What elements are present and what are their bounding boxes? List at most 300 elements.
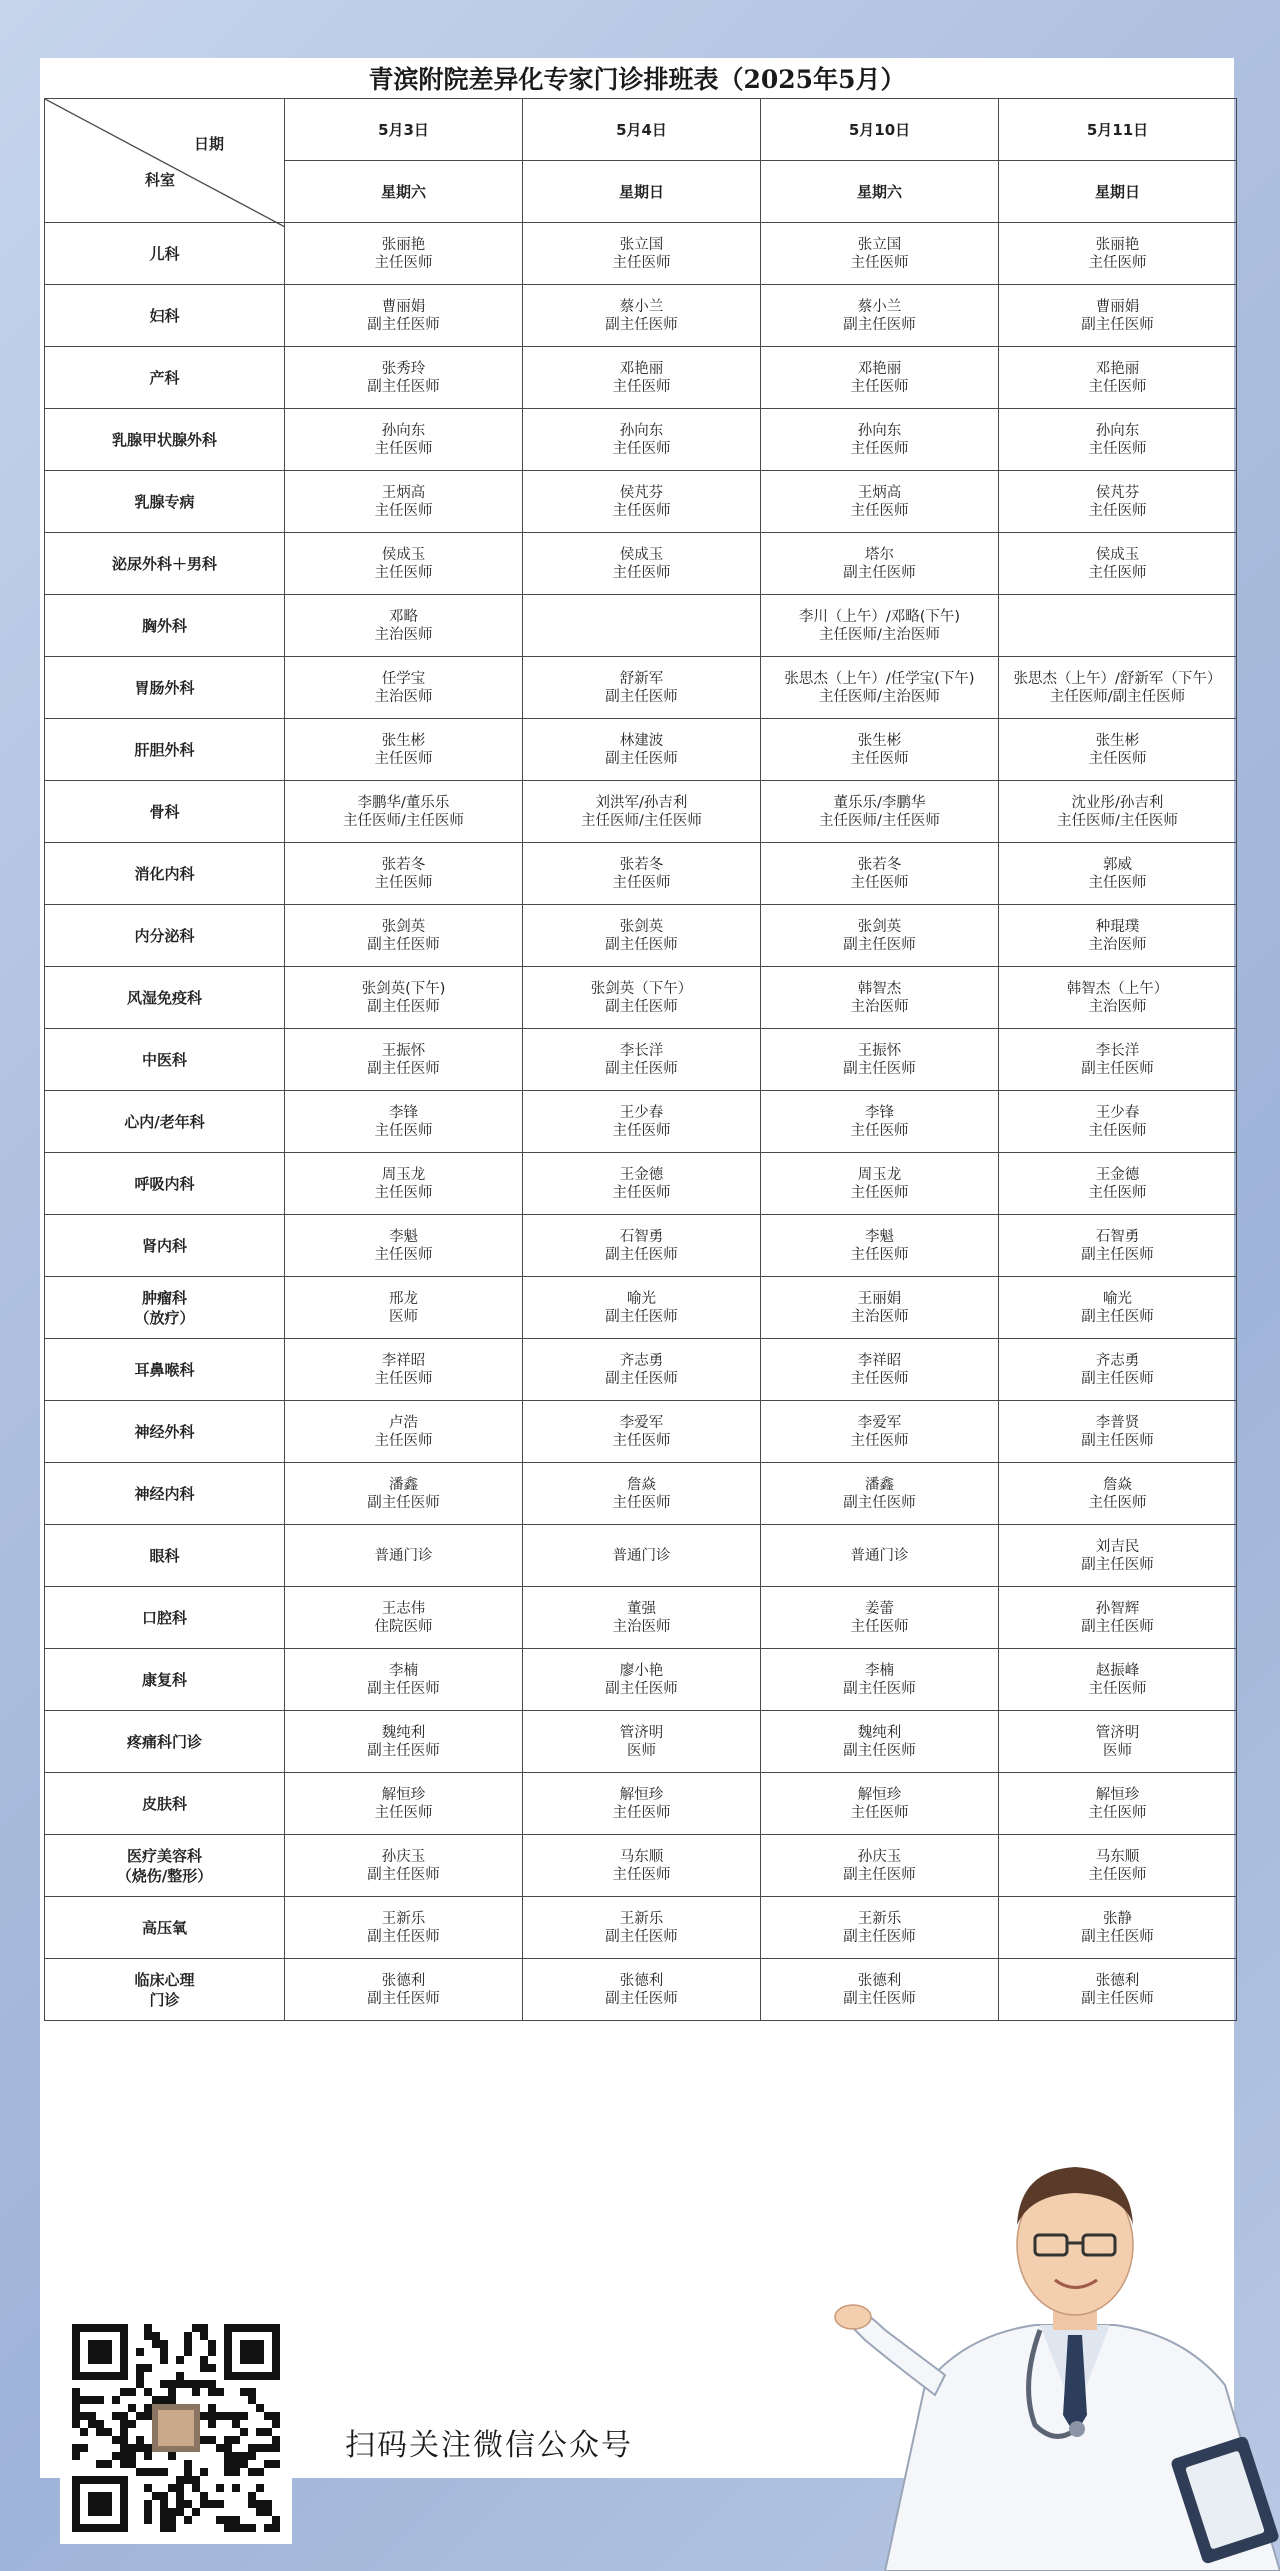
- schedule-cell: [999, 1277, 1237, 1339]
- doctor-name: 王炳高: [857, 484, 902, 501]
- doctor-title: 主治医师: [612, 1618, 671, 1635]
- schedule-cell: [285, 1897, 523, 1959]
- doctor-name: 潘鑫: [389, 1476, 418, 1493]
- doctor-title: 副主任医师: [843, 316, 916, 333]
- doctor-title: 副主任医师: [367, 1680, 440, 1697]
- doctor-name: 张剑英: [857, 918, 902, 935]
- doctor-title: 主任医师: [612, 1804, 671, 1821]
- schedule-cell: [761, 1773, 999, 1835]
- doctor-title: 主任医师: [850, 440, 909, 457]
- department-cell: 内分泌科: [45, 905, 285, 967]
- doctor-title: 副主任医师: [605, 1990, 678, 2007]
- doctor-title: 副主任医师: [1081, 1432, 1154, 1449]
- schedule-cell: [285, 1587, 523, 1649]
- table-row: [45, 409, 1237, 471]
- doctor-title: 主任医师: [374, 1184, 433, 1201]
- table-row: [45, 347, 1237, 409]
- doctor-name: 石智勇: [1095, 1228, 1140, 1245]
- doctor-name: 孙向东: [381, 422, 426, 439]
- doctor-name: 詹焱: [1103, 1476, 1132, 1493]
- department-cell: 风湿免疫科: [45, 967, 285, 1029]
- schedule-cell: [523, 1587, 761, 1649]
- schedule-cell: [761, 595, 999, 657]
- doctor-title: 主任医师: [612, 254, 671, 271]
- doctor-name: 张剑英（下午）: [590, 980, 693, 997]
- department-cell: 耳鼻喉科: [45, 1339, 285, 1401]
- schedule-cell: [761, 347, 999, 409]
- corner-dept-label: 科室: [145, 171, 176, 189]
- doctor-title: 副主任医师: [605, 1370, 678, 1387]
- doctor-title: 主任医师: [1088, 874, 1147, 891]
- doctor-title: 副主任医师: [843, 1680, 916, 1697]
- doctor-name: 张剑英(下午): [361, 980, 446, 997]
- doctor-title: 主治医师: [850, 1308, 909, 1325]
- schedule-cell: [285, 285, 523, 347]
- doctor-name: 张丽艳: [1095, 236, 1140, 253]
- doctor-name: 邓艳丽: [619, 360, 664, 377]
- schedule-cell: [999, 1959, 1237, 2021]
- doctor-title: 主任医师: [374, 254, 433, 271]
- schedule-cell: [761, 1339, 999, 1401]
- doctor-title: 主治医师: [1088, 936, 1147, 953]
- doctor-title: 副主任医师: [843, 1742, 916, 1759]
- schedule-cell: [285, 409, 523, 471]
- weekday-header: 星期日: [523, 161, 761, 223]
- doctor-name: 张生彬: [381, 732, 426, 749]
- doctor-name: 普通门诊: [374, 1547, 433, 1564]
- doctor-title: 主任医师: [850, 1618, 909, 1635]
- schedule-cell: [285, 843, 523, 905]
- doctor-name: 邓略: [389, 608, 418, 625]
- table-row: [45, 967, 1237, 1029]
- date-header: 5月3日: [285, 99, 523, 161]
- schedule-cell: [523, 1029, 761, 1091]
- doctor-name: 马东顺: [619, 1848, 664, 1865]
- doctor-name: 董强: [627, 1600, 656, 1617]
- table-row: [45, 1339, 1237, 1401]
- doctor-title: 主任医师/副主任医师: [1049, 688, 1186, 705]
- doctor-title: 主任医师: [1088, 1494, 1147, 1511]
- schedule-cell: [523, 843, 761, 905]
- doctor-title: 主任医师: [374, 750, 433, 767]
- doctor-name: 王少春: [619, 1104, 664, 1121]
- doctor-name: 王新乐: [857, 1910, 902, 1927]
- doctor-title: 主任医师: [612, 1184, 671, 1201]
- doctor-name: 王金德: [619, 1166, 664, 1183]
- doctor-name: 李爱军: [857, 1414, 902, 1431]
- doctor-title: 主任医师: [1088, 440, 1147, 457]
- doctor-title: 副主任医师: [843, 1060, 916, 1077]
- doctor-title: 医师: [627, 1742, 656, 1759]
- department-cell: 乳腺甲状腺外科: [45, 409, 285, 471]
- schedule-cell: [523, 781, 761, 843]
- doctor-name: 郭威: [1103, 856, 1132, 873]
- department-cell: 呼吸内科: [45, 1153, 285, 1215]
- doctor-name: 任学宝: [381, 670, 426, 687]
- page-title: 青滨附院差异化专家门诊排班表（2025年5月）: [368, 65, 906, 94]
- schedule-cell: [285, 1401, 523, 1463]
- schedule-cell: [999, 905, 1237, 967]
- doctor-title: 主任医师/主治医师: [819, 626, 940, 643]
- schedule-cell: [999, 1897, 1237, 1959]
- schedule-cell: [285, 905, 523, 967]
- doctor-title: 主任医师: [850, 1432, 909, 1449]
- table-row: [45, 1215, 1237, 1277]
- schedule-cell: [999, 409, 1237, 471]
- doctor-title: 主任医师: [850, 1370, 909, 1387]
- doctor-title: 主任医师: [612, 440, 671, 457]
- schedule-cell: [523, 285, 761, 347]
- schedule-cell: [523, 1773, 761, 1835]
- doctor-name: 种琨璞: [1095, 918, 1140, 935]
- schedule-cell: [761, 1153, 999, 1215]
- doctor-name: 王振怀: [857, 1042, 902, 1059]
- doctor-name: 喻光: [1103, 1290, 1132, 1307]
- department-cell: 肝胆外科: [45, 719, 285, 781]
- doctor-name: 张静: [1103, 1910, 1132, 1927]
- department-cell: 泌尿外科＋男科: [45, 533, 285, 595]
- doctor-title: 副主任医师: [605, 936, 678, 953]
- doctor-title: 副主任医师: [605, 316, 678, 333]
- doctor-name: 孙智辉: [1095, 1600, 1140, 1617]
- doctor-name: 李锋: [865, 1104, 894, 1121]
- doctor-title: 副主任医师: [1081, 1990, 1154, 2007]
- schedule-cell: [285, 1091, 523, 1153]
- table-row: [45, 1525, 1237, 1587]
- doctor-name: 李楠: [865, 1662, 894, 1679]
- doctor-title: 副主任医师: [605, 1060, 678, 1077]
- doctor-name: 管济明: [1095, 1724, 1140, 1741]
- doctor-title: 副主任医师: [367, 1866, 440, 1883]
- department-cell: 骨科: [45, 781, 285, 843]
- schedule-cell: [523, 595, 761, 657]
- schedule-cell: [285, 1029, 523, 1091]
- doctor-title: 副主任医师: [367, 1742, 440, 1759]
- doctor-title: 主任医师: [850, 502, 909, 519]
- doctor-title: 主任医师: [850, 1246, 909, 1263]
- doctor-title: 副主任医师: [1081, 1308, 1154, 1325]
- table-row: [45, 1091, 1237, 1153]
- doctor-title: 副主任医师: [605, 688, 678, 705]
- date-header: 5月11日: [999, 99, 1237, 161]
- doctor-name: 张生彬: [857, 732, 902, 749]
- doctor-title: 副主任医师: [1081, 1556, 1154, 1573]
- table-row: [45, 719, 1237, 781]
- table-row: [45, 471, 1237, 533]
- department-cell: 疼痛科门诊: [45, 1711, 285, 1773]
- doctor-name: 李祥昭: [857, 1352, 902, 1369]
- header-row-dates: [45, 99, 1237, 161]
- schedule-cell: [761, 843, 999, 905]
- schedule-cell: [999, 1463, 1237, 1525]
- department-cell: 心内/老年科: [45, 1091, 285, 1153]
- doctor-name: 李魁: [865, 1228, 894, 1245]
- schedule-cell: [523, 471, 761, 533]
- schedule-cell: [523, 719, 761, 781]
- table-row: [45, 1773, 1237, 1835]
- doctor-name: 石智勇: [619, 1228, 664, 1245]
- department-cell: 高压氧: [45, 1897, 285, 1959]
- doctor-illustration-icon: [735, 2085, 1280, 2571]
- schedule-cell: [999, 967, 1237, 1029]
- doctor-name: 张若冬: [619, 856, 664, 873]
- table-row: [45, 285, 1237, 347]
- schedule-cell: [761, 1711, 999, 1773]
- doctor-name: 韩智杰（上午）: [1066, 980, 1169, 997]
- date-header: 5月4日: [523, 99, 761, 161]
- scan-caption: 扫码关注微信公众号: [345, 2428, 633, 2463]
- doctor-name: 孙向东: [1095, 422, 1140, 439]
- doctor-name: 潘鑫: [865, 1476, 894, 1493]
- schedule-cell: [523, 1463, 761, 1525]
- doctor-title: 主任医师: [1088, 1680, 1147, 1697]
- schedule-cell: [523, 1091, 761, 1153]
- doctor-name: 王新乐: [619, 1910, 664, 1927]
- department-cell: 乳腺专病: [45, 471, 285, 533]
- doctor-name: 孙向东: [857, 422, 902, 439]
- doctor-name: 邓艳丽: [1095, 360, 1140, 377]
- doctor-name: 李川（上午）/邓略(下午): [798, 608, 961, 625]
- doctor-name: 王少春: [1095, 1104, 1140, 1121]
- corner-header: [45, 99, 285, 223]
- doctor-name: 王振怀: [381, 1042, 426, 1059]
- schedule-cell: [999, 533, 1237, 595]
- schedule-cell: [999, 1525, 1237, 1587]
- schedule-cell: [523, 533, 761, 595]
- doctor-name: 李普贤: [1095, 1414, 1140, 1431]
- doctor-title: 主任医师: [612, 1866, 671, 1883]
- doctor-title: 主任医师: [1088, 254, 1147, 271]
- doctor-title: 主治医师: [374, 626, 433, 643]
- schedule-cell: [285, 1959, 523, 2021]
- doctor-name: 舒新军: [619, 670, 664, 687]
- department-cell: 产科: [45, 347, 285, 409]
- corner-date-label: 日期: [193, 135, 224, 153]
- table-row: [45, 905, 1237, 967]
- department-cell: 神经外科: [45, 1401, 285, 1463]
- doctor-name: 解恒珍: [857, 1786, 902, 1803]
- schedule-cell: [523, 1711, 761, 1773]
- qr-code-icon[interactable]: [60, 2312, 292, 2544]
- doctor-name: 普通门诊: [612, 1547, 671, 1564]
- doctor-title: 副主任医师: [1081, 1618, 1154, 1635]
- table-row: [45, 1401, 1237, 1463]
- doctor-title: 主任医师: [374, 502, 433, 519]
- doctor-title: 医师: [1103, 1742, 1132, 1759]
- department-cell: 眼科: [45, 1525, 285, 1587]
- doctor-title: 主任医师: [612, 1122, 671, 1139]
- schedule-cell: [999, 1215, 1237, 1277]
- doctor-name: 张若冬: [857, 856, 902, 873]
- doctor-name: 张思杰（上午）/舒新军（下午）: [1013, 670, 1222, 687]
- schedule-cell: [999, 471, 1237, 533]
- doctor-name: 张丽艳: [381, 236, 426, 253]
- doctor-name: 魏纯利: [857, 1724, 902, 1741]
- doctor-title: 副主任医师: [1081, 1060, 1154, 1077]
- schedule-cell: [285, 1215, 523, 1277]
- schedule-cell: [999, 1029, 1237, 1091]
- doctor-title: 副主任医师: [605, 1680, 678, 1697]
- schedule-cell: [761, 1835, 999, 1897]
- doctor-name: 侯成玉: [1095, 546, 1140, 563]
- table-row: [45, 1711, 1237, 1773]
- schedule-cell: [999, 1401, 1237, 1463]
- doctor-name: 沈业彤/孙吉利: [1071, 794, 1164, 811]
- department-cell: 临床心理 门诊: [45, 1959, 285, 2021]
- doctor-name: 张剑英: [381, 918, 426, 935]
- department-cell: 消化内科: [45, 843, 285, 905]
- doctor-name: 王志伟: [381, 1600, 426, 1617]
- table-row: [45, 595, 1237, 657]
- doctor-name: 卢浩: [389, 1414, 418, 1431]
- doctor-name: 张立国: [619, 236, 664, 253]
- schedule-cell: [761, 285, 999, 347]
- department-cell: 肾内科: [45, 1215, 285, 1277]
- doctor-name: 赵振峰: [1095, 1662, 1140, 1679]
- table-row: [45, 843, 1237, 905]
- table-row: [45, 1153, 1237, 1215]
- doctor-name: 张秀玲: [381, 360, 426, 377]
- doctor-title: 主任医师: [612, 1432, 671, 1449]
- doctor-title: 主任医师: [612, 564, 671, 581]
- doctor-name: 侯芃芬: [1095, 484, 1140, 501]
- schedule-cell: [285, 967, 523, 1029]
- doctor-name: 刘吉民: [1095, 1538, 1140, 1555]
- schedule-cell: [523, 967, 761, 1029]
- doctor-title: 副主任医师: [367, 936, 440, 953]
- table-row: [45, 781, 1237, 843]
- schedule-cell: [761, 471, 999, 533]
- schedule-table: [44, 98, 1237, 2021]
- doctor-name: 普通门诊: [850, 1547, 909, 1564]
- doctor-name: 姜蕾: [865, 1600, 894, 1617]
- doctor-name: 齐志勇: [619, 1352, 664, 1369]
- department-cell: 胸外科: [45, 595, 285, 657]
- schedule-cell: [285, 719, 523, 781]
- doctor-name: 李长洋: [1095, 1042, 1140, 1059]
- qr-code-graphic: [72, 2324, 280, 2532]
- doctor-name: 张德利: [381, 1972, 426, 1989]
- doctor-title: 主任医师: [374, 1246, 433, 1263]
- schedule-cell: [999, 1835, 1237, 1897]
- doctor-title: 主任医师: [374, 1122, 433, 1139]
- doctor-title: 副主任医师: [367, 378, 440, 395]
- schedule-cell: [285, 1339, 523, 1401]
- doctor-name: 李爱军: [619, 1414, 664, 1431]
- doctor-title: 副主任医师: [1081, 1246, 1154, 1263]
- table-row: [45, 1587, 1237, 1649]
- doctor-name: 董乐乐/李鹏华: [833, 794, 926, 811]
- schedule-cell: [285, 347, 523, 409]
- doctor-title: 副主任医师: [367, 316, 440, 333]
- doctor-title: 主任医师: [1088, 378, 1147, 395]
- doctor-title: 副主任医师: [367, 1494, 440, 1511]
- doctor-name: 喻光: [627, 1290, 656, 1307]
- schedule-cell: [999, 595, 1237, 657]
- schedule-cell: [761, 1215, 999, 1277]
- doctor-title: 主治医师: [1088, 998, 1147, 1015]
- schedule-cell: [523, 1277, 761, 1339]
- doctor-name: 李魁: [389, 1228, 418, 1245]
- schedule-cell: [285, 1463, 523, 1525]
- doctor-title: 主任医师: [850, 1184, 909, 1201]
- doctor-name: 李楠: [389, 1662, 418, 1679]
- table-row: [45, 1897, 1237, 1959]
- doctor-title: 主任医师: [850, 254, 909, 271]
- schedule-cell: [285, 1525, 523, 1587]
- doctor-name: 解恒珍: [381, 1786, 426, 1803]
- doctor-title: 副主任医师: [843, 936, 916, 953]
- doctor-name: 周玉龙: [381, 1166, 426, 1183]
- weekday-header: 星期日: [999, 161, 1237, 223]
- doctor-title: 主治医师: [374, 688, 433, 705]
- department-cell: 肿瘤科 （放疗）: [45, 1277, 285, 1339]
- diagonal-line: [45, 99, 285, 227]
- schedule-cell: [761, 1277, 999, 1339]
- schedule-cell: [761, 1897, 999, 1959]
- doctor-name: 侯成玉: [619, 546, 664, 563]
- doctor-title: 医师: [389, 1308, 418, 1325]
- schedule-cell: [761, 223, 999, 285]
- schedule-cell: [761, 781, 999, 843]
- schedule-cell: [523, 409, 761, 471]
- schedule-cell: [761, 1587, 999, 1649]
- doctor-name: 韩智杰: [857, 980, 902, 997]
- doctor-title: 副主任医师: [367, 1928, 440, 1945]
- doctor-name: 侯成玉: [381, 546, 426, 563]
- schedule-cell: [761, 719, 999, 781]
- table-row: [45, 1959, 1237, 2021]
- doctor-name: 魏纯利: [381, 1724, 426, 1741]
- table-row: [45, 533, 1237, 595]
- doctor-title: 副主任医师: [1081, 316, 1154, 333]
- doctor-title: 副主任医师: [367, 1990, 440, 2007]
- department-cell: 口腔科: [45, 1587, 285, 1649]
- schedule-cell: [523, 347, 761, 409]
- table-row: [45, 657, 1237, 719]
- doctor-title: 主任医师: [374, 440, 433, 457]
- doctor-title: 主任医师: [374, 1370, 433, 1387]
- doctor-name: 管济明: [619, 1724, 664, 1741]
- department-cell: 妇科: [45, 285, 285, 347]
- doctor-name: 解恒珍: [1095, 1786, 1140, 1803]
- doctor-title: 副主任医师: [367, 998, 440, 1015]
- doctor-name: 张生彬: [1095, 732, 1140, 749]
- table-row: [45, 1029, 1237, 1091]
- doctor-title: 主治医师: [850, 998, 909, 1015]
- schedule-cell: [523, 1835, 761, 1897]
- doctor-title: 主任医师/主任医师: [581, 812, 702, 829]
- doctor-name: 李长洋: [619, 1042, 664, 1059]
- doctor-title: 主任医师: [850, 1804, 909, 1821]
- doctor-title: 副主任医师: [605, 750, 678, 767]
- doctor-title: 主任医师: [1088, 564, 1147, 581]
- doctor-name: 孙庆玉: [857, 1848, 902, 1865]
- doctor-name: 张剑英: [619, 918, 664, 935]
- doctor-name: 孙向东: [619, 422, 664, 439]
- doctor-title: 主任医师: [1088, 750, 1147, 767]
- department-cell: 胃肠外科: [45, 657, 285, 719]
- doctor-title: 副主任医师: [843, 564, 916, 581]
- doctor-name: 侯芃芬: [619, 484, 664, 501]
- schedule-cell: [523, 1897, 761, 1959]
- schedule-cell: [999, 1153, 1237, 1215]
- schedule-cell: [285, 1835, 523, 1897]
- table-row: [45, 1277, 1237, 1339]
- schedule-cell: [285, 533, 523, 595]
- table-row: [45, 1835, 1237, 1897]
- doctor-name: 曹丽娟: [381, 298, 426, 315]
